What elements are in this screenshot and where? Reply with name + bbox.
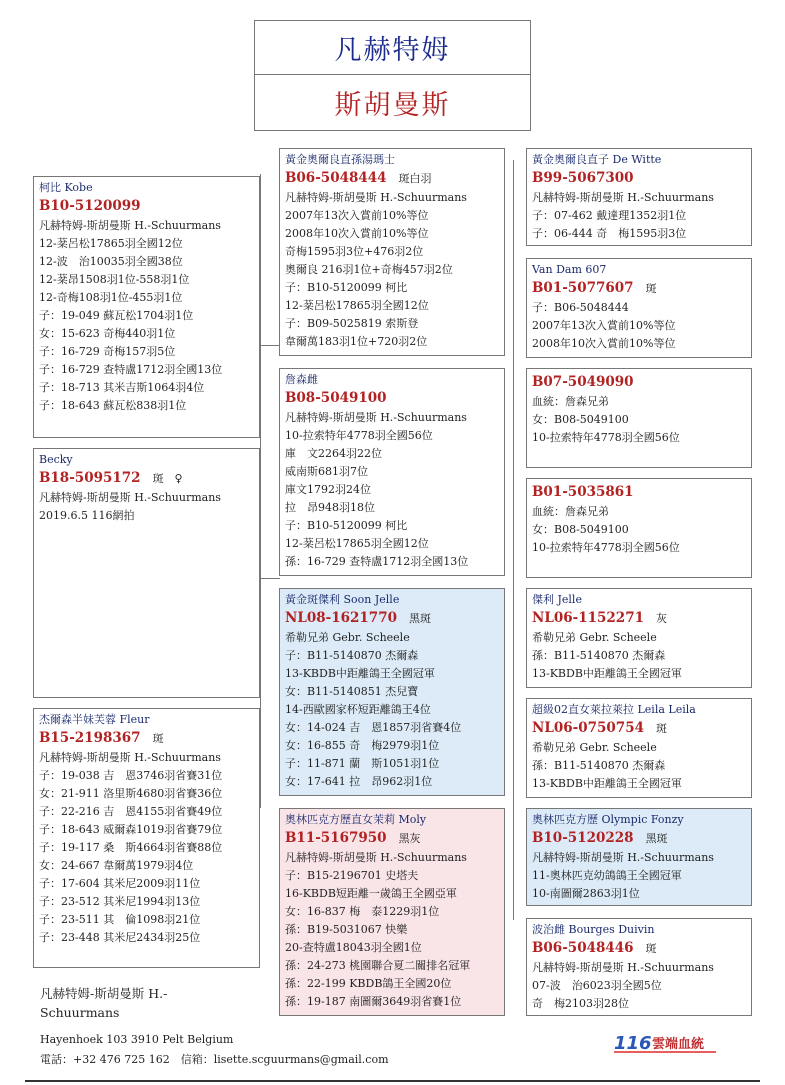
bird-record-line: 16-KBDB短距離一歲鴿王全國亞軍 — [285, 887, 457, 900]
bird-card-sire-sire — [279, 148, 505, 356]
bird-card-dam-dam-alt — [279, 808, 505, 1016]
bird-record-line: 12-奇梅108羽1位-455羽1位 — [39, 291, 183, 304]
title-line1-text: 凡赫特姆 — [334, 35, 451, 66]
bird-color-tag: 黑灰 — [398, 832, 421, 845]
bird-lines — [532, 299, 746, 353]
bird-record-line: 子：06-444 奇 梅1595羽3位 — [532, 227, 687, 240]
bird-record-line: 孫：B19-5031067 快樂 — [285, 923, 408, 936]
bird-record-line: 11-奧林匹克幼鴿鴿王全國冠軍 — [532, 869, 682, 882]
bird-ring — [285, 608, 499, 629]
bird-record-line: 子：23-511 其 倫1098羽21位 — [39, 913, 201, 926]
bird-lines — [532, 503, 746, 557]
bird-record-line: 子：B06-5048444 — [532, 301, 629, 314]
bird-record-line: 孫：16-729 查特盧1712羽全國13位 — [285, 555, 469, 568]
bird-lines — [39, 749, 254, 947]
bird-record-line: 2007年13次入賞前10%等位 — [285, 209, 429, 222]
bird-lines — [532, 959, 746, 1013]
bird-record-line: 奧爾良 216羽1位+奇梅457羽2位 — [285, 263, 453, 276]
connector-hline-sire — [260, 345, 280, 346]
bird-ring — [532, 278, 746, 299]
bird-record-line: 女：14-024 吉 恩1857羽省賽4位 — [285, 721, 462, 734]
bird-record-line: 韋爾萬183羽1位+720羽2位 — [285, 335, 428, 348]
bird-record-line: 2007年13次入賞前10%等位 — [532, 319, 676, 332]
connector-vline-left — [260, 174, 261, 578]
bird-record-line: 12-棻昂1508羽1位-558羽1位 — [39, 273, 190, 286]
bird-record-line: 子：19-038 吉 恩3746羽省賽31位 — [39, 769, 223, 782]
bird-header: 黃金奧爾良直子 De Witte — [532, 153, 662, 166]
bird-record-line: 子：23-512 其米尼1994羽13位 — [39, 895, 201, 908]
bird-record-line: 子：07-462 戴達理1352羽1位 — [532, 209, 687, 222]
bird-lines — [532, 189, 746, 243]
bird-color-tag: 黑斑 — [645, 832, 668, 845]
connector-vline-dam — [260, 578, 261, 808]
bird-record-line: 2019.6.5 116網拍 — [39, 509, 135, 522]
bird-ring — [532, 718, 746, 739]
bird-card-dam-sire — [279, 588, 505, 796]
bird-ring — [285, 388, 499, 409]
bird-record-line: 女：B11-5140851 杰兒寶 — [285, 685, 419, 698]
bird-record-line: 女：24-667 韋爾萬1979羽4位 — [39, 859, 194, 872]
bird-record-line: 女：21-911 洛里斯4680羽省賽36位 — [39, 787, 223, 800]
ring-number: B06-5048444 — [285, 170, 387, 186]
bird-lines — [532, 849, 746, 903]
breeder-contact: 電話：+32 476 725 162 信箱：lisette.scguurmans@gmail.com — [40, 1053, 389, 1066]
bird-record-line: 10-拉索特年4778羽全國56位 — [285, 429, 433, 442]
bird-record-line: 子：18-713 其米吉斯1064羽4位 — [39, 381, 205, 394]
bird-record-line: 子：19-049 蘇瓦松1704羽1位 — [39, 309, 194, 322]
bird-header: Becky — [39, 453, 73, 466]
ring-number: B10-5120099 — [39, 198, 141, 214]
bird-header: 杰爾森半妹芙蓉 Fleur — [39, 713, 150, 726]
bird-color-tag: 斑 ♀ — [152, 472, 183, 485]
bird-record-line: 凡赫特姆-斯胡曼斯 H.-Schuurmans — [532, 851, 714, 864]
bird-lines — [285, 189, 499, 351]
bird-record-line: 子：B10-5120099 柯比 — [285, 281, 408, 294]
bird-record-line: 子：16-729 查特盧1712羽全國13位 — [39, 363, 223, 376]
bird-record-line: 12-棻呂松17865羽全國12位 — [39, 237, 183, 250]
bird-color-tag: 斑 — [152, 732, 164, 745]
bird-header: Van Dam 607 — [532, 263, 607, 276]
bird-record-line: 希勒兄弟 Gebr. Scheele — [285, 631, 410, 644]
bird-card-sire — [33, 176, 260, 438]
bird-record-line: 奇 梅2103羽28位 — [532, 997, 629, 1010]
bird-record-line: 凡赫特姆-斯胡曼斯 H.-Schuurmans — [285, 411, 467, 424]
bird-record-line: 12-棻呂松17865羽全國12位 — [285, 299, 429, 312]
bird-ring — [39, 468, 254, 489]
bird-record-line: 女：16-837 梅 泰1229羽1位 — [285, 905, 440, 918]
bird-record-line: 希勒兄弟 Gebr. Scheele — [532, 741, 657, 754]
bird-color-tag: 斑 — [645, 282, 657, 295]
ring-number: NL06-1152271 — [532, 610, 644, 626]
bird-ring — [532, 828, 746, 849]
bird-record-line: 子：B15-2196701 史塔夫 — [285, 869, 419, 882]
bird-ring — [532, 168, 746, 189]
ring-number: B18-5095172 — [39, 470, 141, 486]
bird-record-line: 20-查特盧18043羽全國1位 — [285, 941, 422, 954]
bird-lines — [39, 217, 254, 415]
bird-record-line: 女：B08-5049100 — [532, 523, 629, 536]
ring-number: B01-5035861 — [532, 484, 634, 500]
bird-record-line: 2008年10次入賞前10%等位 — [532, 337, 676, 350]
bird-record-line: 女：17-641 拉 昂962羽1位 — [285, 775, 433, 788]
ring-number: B07-5049090 — [532, 374, 634, 390]
bird-lines — [532, 739, 746, 793]
bird-ring — [285, 168, 499, 189]
bird-record-line: 血統：詹森兄弟 — [532, 395, 609, 408]
bird-color-tag: 黑斑 — [408, 612, 431, 625]
connector-vline-right — [513, 160, 514, 920]
bird-record-line: 孫：24-273 桃園聯合夏二關排名冠軍 — [285, 959, 471, 972]
bird-record-line: 子：19-117 桑 斯4664羽省賽88位 — [39, 841, 223, 854]
bird-record-line: 10-拉索特年4778羽全國56位 — [532, 541, 680, 554]
bird-header: 奧林匹克方歷直女茉莉 Moly — [285, 813, 427, 826]
bird-card-dss — [526, 588, 752, 688]
bird-record-line: 14-西歐國家杯短距離鴿王4位 — [285, 703, 431, 716]
bird-header: 詹森雌 — [285, 373, 318, 386]
bird-ring — [285, 828, 499, 849]
bird-lines — [285, 849, 499, 1011]
bird-ring — [39, 728, 254, 749]
bird-color-tag: 斑 — [645, 942, 657, 955]
bird-card-dam-dam — [33, 708, 260, 968]
logo-text: 雲端血統 — [652, 1037, 705, 1052]
bird-record-line: 凡赫特姆-斯胡曼斯 H.-Schuurmans — [532, 961, 714, 974]
bird-ring — [39, 196, 254, 217]
bird-record-line: 孫：B11-5140870 杰爾森 — [532, 649, 666, 662]
bird-record-line: 孫：22-199 KBDB鴿王全國20位 — [285, 977, 452, 990]
ring-number: B10-5120228 — [532, 830, 634, 846]
bird-record-line: 凡赫特姆-斯胡曼斯 H.-Schuurmans — [39, 751, 221, 764]
title-line2-text: 斯胡曼斯 — [334, 90, 451, 121]
bird-record-line: 奇梅1595羽3位+476羽2位 — [285, 245, 424, 258]
bird-lines — [532, 629, 746, 683]
bird-lines — [39, 489, 254, 525]
bird-record-line: 2008年10次入賞前10%等位 — [285, 227, 429, 240]
bird-header: 傑利 Jelle — [532, 593, 582, 606]
bird-card-dds — [526, 808, 752, 906]
bird-header: 奧林匹克方歷 Olympic Fonzy — [532, 813, 684, 826]
bird-record-line: 子：17-604 其米尼2009羽11位 — [39, 877, 201, 890]
breeder-address: Hayenhoek 103 3910 Pelt Belgium — [40, 1033, 234, 1046]
bird-record-line: 07-波 治6023羽全國5位 — [532, 979, 662, 992]
bird-record-line: 10-拉索特年4778羽全國56位 — [532, 431, 680, 444]
bird-record-line: 子：B11-5140870 杰爾森 — [285, 649, 419, 662]
bird-record-line: 凡赫特姆-斯胡曼斯 H.-Schuurmans — [532, 191, 714, 204]
bird-record-line: 12-棻呂松17865羽全國12位 — [285, 537, 429, 550]
bird-header: 黃金斑傑利 Soon Jelle — [285, 593, 400, 606]
bird-record-line: 庫文1792羽24位 — [285, 483, 371, 496]
bird-header: 黃金奧爾良直孫湯瑪士 — [285, 153, 395, 166]
bird-record-line: 威南斯681羽7位 — [285, 465, 368, 478]
bird-record-line: 10-南圖爾2863羽1位 — [532, 887, 640, 900]
bird-lines — [285, 409, 499, 571]
bird-record-line: 子：23-448 其米尼2434羽25位 — [39, 931, 201, 944]
bird-color-tag: 灰 — [655, 612, 667, 625]
bird-record-line: 女：16-855 奇 梅2979羽1位 — [285, 739, 440, 752]
bird-ring — [532, 372, 746, 393]
bird-record-line: 孫：B11-5140870 杰爾森 — [532, 759, 666, 772]
bird-record-line: 子：18-643 威爾森1019羽省賽79位 — [39, 823, 223, 836]
bird-ring — [532, 608, 746, 629]
ring-number: B06-5048446 — [532, 940, 634, 956]
bird-card-ssd — [526, 258, 752, 358]
logo-116 — [612, 1030, 722, 1056]
bird-card-sdd — [526, 478, 752, 578]
bird-record-line: 女：15-623 奇梅440羽1位 — [39, 327, 176, 340]
bird-record-line: 凡赫特姆-斯胡曼斯 H.-Schuurmans — [39, 491, 221, 504]
bird-record-line: 子：11-871 蘭 斯1051羽1位 — [285, 757, 440, 770]
bird-record-line: 13-KBDB中距離鴿王全國冠軍 — [285, 667, 435, 680]
ring-number: NL08-1621770 — [285, 610, 397, 626]
bird-record-line: 子：18-643 蘇瓦松838羽1位 — [39, 399, 187, 412]
bird-record-line: 子：22-216 吉 恩4155羽省賽49位 — [39, 805, 223, 818]
bird-header: 柯比 Kobe — [39, 181, 93, 194]
bird-record-line: 希勒兄弟 Gebr. Scheele — [532, 631, 657, 644]
bird-record-line: 凡赫特姆-斯胡曼斯 H.-Schuurmans — [39, 219, 221, 232]
ring-number: B15-2198367 — [39, 730, 141, 746]
bird-card-sss — [526, 148, 752, 246]
title-line2 — [254, 74, 531, 131]
bird-record-line: 凡赫特姆-斯胡曼斯 H.-Schuurmans — [285, 191, 467, 204]
bird-lines — [285, 629, 499, 791]
bird-card-dsd — [526, 698, 752, 798]
bird-lines — [532, 393, 746, 447]
bird-color-tag: 斑 — [655, 722, 667, 735]
bird-record-line: 庫 文2264羽22位 — [285, 447, 382, 460]
bird-card-dam — [33, 448, 260, 698]
bird-card-sds — [526, 368, 752, 468]
bird-ring — [532, 482, 746, 503]
bird-record-line: 血統：詹森兄弟 — [532, 505, 609, 518]
bird-color-tag: 斑白羽 — [398, 172, 432, 185]
bird-record-line: 13-KBDB中距離鴿王全國冠軍 — [532, 667, 682, 680]
title-line1 — [254, 20, 531, 75]
ring-number: B01-5077607 — [532, 280, 634, 296]
bird-record-line: 子：B09-5025819 索斯登 — [285, 317, 419, 330]
bird-header: 超級02直女萊拉萊拉 Leila Leila — [532, 703, 696, 716]
bird-record-line: 拉 昂948羽18位 — [285, 501, 375, 514]
bird-record-line: 女：B08-5049100 — [532, 413, 629, 426]
bird-record-line: 子：B10-5120099 柯比 — [285, 519, 408, 532]
connector-hline-dam — [260, 578, 280, 579]
bird-card-ddd — [526, 918, 752, 1016]
bird-header: 波治雌 Bourges Duivin — [532, 923, 655, 936]
bird-record-line: 12-波 治10035羽全國38位 — [39, 255, 183, 268]
logo-number: 116 — [614, 1033, 652, 1054]
ring-number: NL06-0750754 — [532, 720, 644, 736]
ring-number: B99-5067300 — [532, 170, 634, 186]
breeder-name: 凡赫特姆-斯胡曼斯 H.-Schuurmans — [40, 986, 168, 1020]
bottom-divider — [25, 1080, 760, 1082]
bird-record-line: 子：16-729 奇梅157羽5位 — [39, 345, 176, 358]
ring-number: B11-5167950 — [285, 830, 387, 846]
bird-ring — [532, 938, 746, 959]
ring-number: B08-5049100 — [285, 390, 387, 406]
bird-record-line: 凡赫特姆-斯胡曼斯 H.-Schuurmans — [285, 851, 467, 864]
bird-record-line: 孫：19-187 南圖爾3649羽省賽1位 — [285, 995, 462, 1008]
bird-record-line: 13-KBDB中距離鴿王全國冠軍 — [532, 777, 682, 790]
bird-card-sire-dam — [279, 368, 505, 576]
